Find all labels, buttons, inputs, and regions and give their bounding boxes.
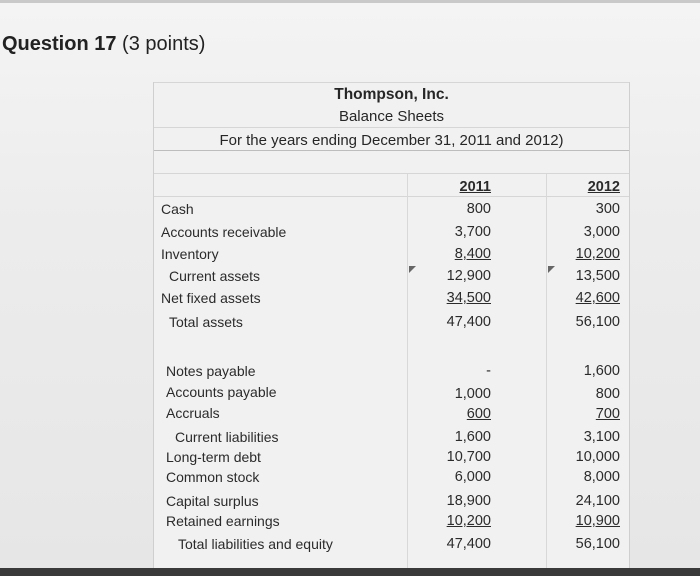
row-label: Accounts receivable <box>161 224 287 240</box>
question-points: (3 points) <box>122 33 206 55</box>
cell-2012: 10,900 <box>575 513 620 529</box>
company-name: Thompson, Inc. <box>334 86 449 103</box>
row-label: Current assets <box>169 268 261 284</box>
cell-2011: 600 <box>466 406 491 422</box>
row-label: Cash <box>161 201 194 217</box>
grid-line <box>154 127 629 128</box>
row-label: Accruals <box>166 405 220 421</box>
grid-line <box>407 174 408 568</box>
cell-2012: 24,100 <box>575 493 620 509</box>
row-label: Long-term debt <box>166 449 261 465</box>
grid-line <box>154 196 629 197</box>
cell-2012: 13,500 <box>575 268 620 284</box>
question-number: Question 17 <box>2 33 117 55</box>
cell-2011: 47,400 <box>446 314 491 330</box>
grid-line <box>154 173 629 174</box>
cell-2011: 1,600 <box>454 429 491 445</box>
cell-2011: 3,700 <box>454 224 491 240</box>
row-label: Capital surplus <box>166 493 259 509</box>
cell-2012: 10,000 <box>575 449 620 465</box>
bottom-edge <box>0 568 700 576</box>
row-label: Net fixed assets <box>161 290 261 306</box>
row-label: Retained earnings <box>166 513 280 529</box>
row-label: Common stock <box>166 469 260 485</box>
cell-2012: 10,200 <box>575 246 620 262</box>
statement-title: Balance Sheets <box>338 108 445 125</box>
cell-2012: 300 <box>595 201 620 217</box>
cell-2012: 3,100 <box>583 429 620 445</box>
cell-2012: 8,000 <box>583 469 620 485</box>
cell-2012: 700 <box>595 406 620 422</box>
cell-2011: 12,900 <box>446 268 491 284</box>
question-title <box>2 33 205 56</box>
row-label: Accounts payable <box>166 384 277 400</box>
row-label: Total liabilities and equity <box>178 536 333 552</box>
cell-2011: 800 <box>466 201 491 217</box>
year-2011-header: 2011 <box>459 179 491 195</box>
cell-2012: 42,600 <box>575 290 620 306</box>
top-divider <box>0 0 700 3</box>
cell-2011: 10,200 <box>446 513 491 529</box>
grid-line <box>546 174 547 568</box>
statement-period: For the years ending December 31, 2011 and 2012) <box>219 132 564 149</box>
cell-2011: - <box>486 363 491 379</box>
cell-2011: 18,900 <box>446 493 491 509</box>
cell-2012: 3,000 <box>583 224 620 240</box>
cell-2011: 8,400 <box>454 246 491 262</box>
cell-2011: 34,500 <box>446 290 491 306</box>
cell-2012: 800 <box>595 386 620 402</box>
cell-2012: 1,600 <box>583 363 620 379</box>
year-2012-header: 2012 <box>587 179 620 195</box>
row-label: Current liabilities <box>175 429 279 445</box>
cell-2011: 6,000 <box>454 469 491 485</box>
grid-line <box>154 150 629 151</box>
cell-2011: 47,400 <box>446 536 491 552</box>
cell-2011: 10,700 <box>446 449 491 465</box>
grid-line <box>154 82 629 83</box>
row-label: Notes payable <box>166 363 256 379</box>
cell-2012: 56,100 <box>575 314 620 330</box>
row-label: Inventory <box>161 246 219 262</box>
balance-sheet-table <box>153 82 630 568</box>
row-label: Total assets <box>169 314 243 330</box>
cell-2011: 1,000 <box>454 386 491 402</box>
cell-comment-marker <box>409 266 416 273</box>
cell-2012: 56,100 <box>575 536 620 552</box>
